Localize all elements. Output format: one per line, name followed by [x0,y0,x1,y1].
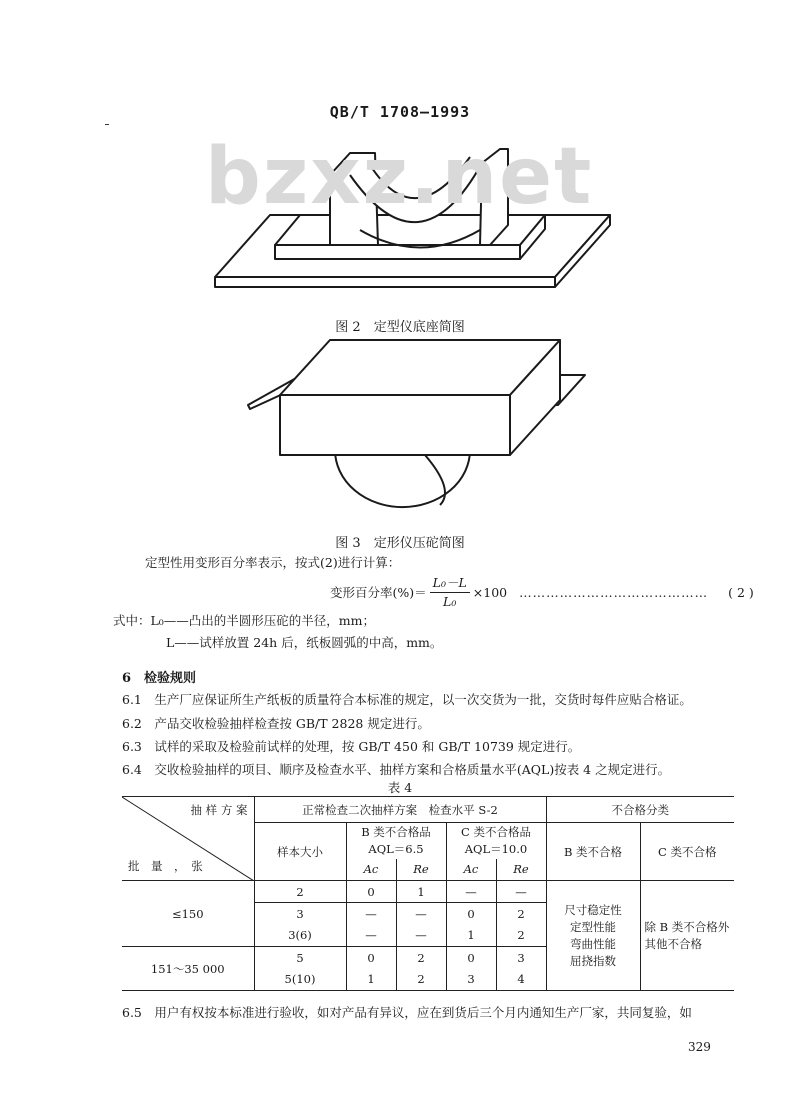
b-item: 屈挠指数 [570,953,616,968]
table-row-b-re: 1 [396,881,446,903]
table-row-b-ac: 1 [346,969,396,991]
table-row-sample: 3(6) [254,925,346,947]
table-corner-cell [122,797,254,881]
plan-header: 正常检查二次抽样方案 检查水平 S-2 [254,797,546,823]
corner-bottom-label: 批 量 ， 张 [128,859,203,873]
para-6-5: 6.5 用户有权按本标准进行验收，如对产品有异议，应在到货后三个月内通知生产厂家，共同复验，如 [122,1005,692,1020]
formula-number: ( 2 ) [728,584,754,600]
para-6-2: 6.2 产品交收检验抽样检查按 GB/T 2828 规定进行。 [122,716,430,731]
formula-numerator: L₀－L [430,574,470,593]
formula-rhs: ×100 [472,584,508,600]
formula-denominator: L₀ [443,594,457,609]
classC-header [446,823,546,859]
table-row-c-ac: 3 [446,969,496,991]
b-item: 弯曲性能 [570,936,616,951]
classC-re: Re [496,859,546,881]
nonconf-b-header: B 类不合格 [546,823,640,881]
para-6-3: 6.3 试样的采取及检验前试样的处理，按 GB/T 450 和 GB/T 10739 规定进行。 [122,739,581,754]
header-rule [105,124,109,125]
table-row-b-ac: — [346,903,396,925]
standard-header: QB/T 1708—1993 [329,103,471,121]
where-line-2: L——试样放置 24h 后，纸板圆弧的中高，mm。 [166,635,443,650]
figure-3-press-diagram [240,335,590,520]
intro-text: 定型性用变形百分率表示，按式(2)进行计算： [145,555,401,570]
table-row-b-re: — [396,903,446,925]
formula-2 [330,574,754,611]
table-row-c-re: 3 [496,947,546,969]
classB-label: B 类不合格品 [361,824,431,839]
page-number: 329 [688,1040,711,1054]
sample-size-header: 样本大小 [254,823,346,881]
b-item: 定型性能 [570,919,616,934]
section-6-title: 6 检验规则 [122,671,197,686]
figure-3-caption: 图 3 定形仪压砣简图 [335,536,465,551]
batch-cell-2: 151～35 000 [122,947,254,991]
formula-fraction [430,574,470,611]
b-item: 尺寸稳定性 [564,902,622,917]
para-6-1: 6.1 生产厂应保证所生产纸板的质量符合本标准的规定，以一次交货为一批，交货时每件应贴合格证。 [122,692,692,707]
nonconf-header: 不合格分类 [546,797,734,823]
table-row-c-ac: 0 [446,947,496,969]
table-row-b-re: — [396,925,446,947]
table-row-c-re: 2 [496,903,546,925]
table-row-b-re: 2 [396,947,446,969]
table-row-b-ac: — [346,925,396,947]
classB-aql: AQL＝6.5 [368,841,424,856]
para-6-4: 6.4 交收检验抽样的项目、顺序及检查水平、抽样方案和合格质量水平(AQL)按表 4 之规定进行。 [122,762,671,777]
table-row-b-ac: 0 [346,881,396,903]
table-row-c-ac: 1 [446,925,496,947]
table-row-b-re: 2 [396,969,446,991]
table-row-c-ac: — [446,881,496,903]
table-row-b-ac: 0 [346,947,396,969]
table-row-c-re: — [496,881,546,903]
table-row-c-re: 4 [496,969,546,991]
corner-top-label: 抽 样 方 案 [190,803,248,817]
classB-re: Re [396,859,446,881]
b-items-cell [546,881,640,991]
figure-2-caption: 图 2 定型仪底座简图 [335,320,465,335]
c-item: 除 B 类不合格外 [644,919,730,934]
table-row-sample: 5 [254,947,346,969]
classC-aql: AQL＝10.0 [464,841,528,856]
formula-lhs: 变形百分率(%)＝ [330,584,427,600]
where-line-1: 式中：L₀——凸出的半圆形压砣的半径，mm； [113,613,376,628]
classB-ac: Ac [346,859,396,881]
table-row-sample: 3 [254,903,346,925]
watermark: bzxz.net [205,132,594,222]
formula-dots: …………………………………… [519,584,709,600]
table-4-title: 表 4 [387,780,413,795]
table-row-c-re: 2 [496,925,546,947]
classB-header [346,823,446,859]
table-row-sample: 5(10) [254,969,346,991]
classC-ac: Ac [446,859,496,881]
c-item: 其他不合格 [644,936,702,951]
table-4 [122,796,734,991]
classC-label: C 类不合格品 [461,824,531,839]
batch-cell-1: ≤150 [122,881,254,947]
nonconf-c-header: C 类不合格 [640,823,734,881]
c-items-cell [640,881,734,991]
table-row-c-ac: 0 [446,903,496,925]
table-row-sample: 2 [254,881,346,903]
